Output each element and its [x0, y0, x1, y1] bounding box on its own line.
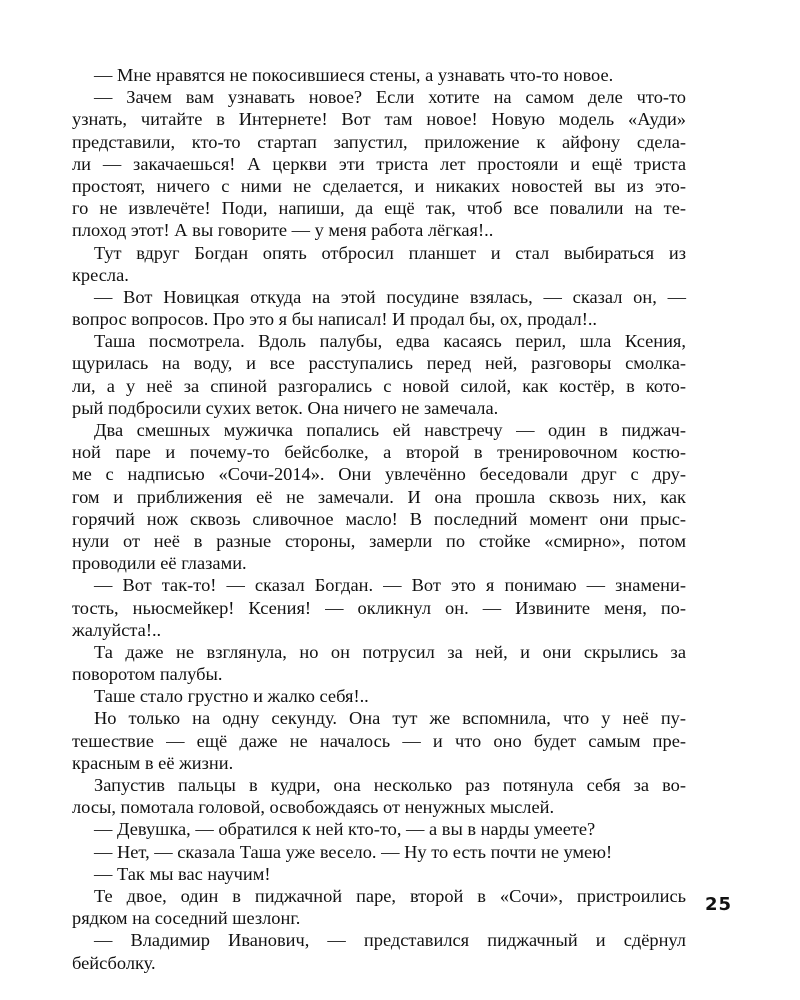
- text-line: Та даже не взглянула, но он потрусил за ней, и они скрылись за: [94, 641, 686, 662]
- text-line: нули от неё в разные стороны, замерли по стойке «смирно», потом: [72, 530, 686, 551]
- text-line: ной паре и почему-то бейсболке, а второй в тренировочном костю-: [72, 442, 686, 463]
- text-line: кресла.: [72, 264, 129, 285]
- text-line: Те двое, один в пиджачной паре, второй в «Сочи», пристроились: [94, 885, 686, 906]
- text-line: — Владимир Иванович, — представился пиджачный и сдёрнул: [94, 930, 686, 951]
- text-line: поворотом палубы.: [72, 664, 223, 685]
- text-line: узнать, читайте в Интернете! Вот там новое! Новую модель «Ауди»: [72, 109, 686, 130]
- text-line: — Нет, — сказала Таша уже весело. — Ну то есть почти не умею!: [94, 841, 613, 862]
- text-line: горячий нож сквозь сливочное масло! В последний момент они прыс-: [72, 508, 686, 529]
- text-line: жалуйста!..: [72, 619, 162, 640]
- text-line: ли, а у неё за спиной разгорались с новой силой, как костёр, в кото-: [72, 375, 686, 396]
- text-line: Тут вдруг Богдан опять отбросил планшет и стал выбираться из: [94, 242, 686, 263]
- text-line: красным в её жизни.: [72, 752, 234, 773]
- text-line: вопрос вопросов. Про это я бы написал! И продал бы, ох, продал!..: [72, 309, 598, 330]
- text-line: Запустив пальцы в кудри, она несколько раз потянула себя за во-: [94, 775, 686, 795]
- text-line: — Вот Новицкая откуда на этой посудине взялась, — сказал он, —: [94, 286, 686, 307]
- text-line: — Зачем вам узнавать новое? Если хотите на самом деле что-то: [94, 87, 686, 108]
- text-line: Таше стало грустно и жалко себя!..: [94, 686, 369, 707]
- text-line: рядком на соседний шезлонг.: [72, 908, 301, 929]
- text-line: представили, кто-то стартап запустил, приложение к айфону сдела-: [72, 131, 686, 152]
- text-line: щурилась на воду, и все расступались перед ней, разговоры смолка-: [72, 353, 686, 374]
- text-line: плоход этот! А вы говорите — у меня работа лёгкая!..: [72, 220, 494, 241]
- text-line: проводили её глазами.: [72, 553, 247, 574]
- text-line: тость, ньюсмейкер! Ксения! — окликнул он. — Извините меня, по-: [72, 597, 686, 618]
- text-line: гом и приближения её не замечали. И она прошла сквозь них, как: [72, 486, 686, 507]
- text-line: лосы, помотала головой, освобождаясь от ненужных мыслей.: [72, 797, 555, 818]
- page-number: 25: [705, 894, 733, 915]
- text-line: — Мне нравятся не покосившиеся стены, а узнавать что-то новое.: [94, 65, 614, 85]
- text-line: Но только на одну секунду. Она тут же вспомнила, что у неё пу-: [94, 708, 686, 729]
- text-line: ли — закачаешься! А церкви эти триста лет простояли и ещё триста: [72, 153, 686, 174]
- text-line: бейсболку.: [72, 952, 156, 973]
- text-line: Два смешных мужичка попались ей навстречу — один в пиджач-: [94, 420, 686, 440]
- text-line: тешествие — ещё даже не началось — и что оно будет самым пре-: [72, 730, 686, 751]
- text-line: го не извлечёте! Поди, напиши, да ещё так, чтоб все повалили на те-: [72, 198, 686, 219]
- text-line: — Так мы вас научим!: [94, 863, 271, 884]
- text-line: — Девушка, — обратился к ней кто-то, — а вы в нарды умеете?: [94, 819, 596, 840]
- body-text: [72, 64, 686, 974]
- text-line: Таша посмотрела. Вдоль палубы, едва касаясь перил, шла Ксения,: [94, 331, 686, 352]
- text-line: — Вот так-то! — сказал Богдан. — Вот это я понимаю — знамени-: [94, 575, 686, 596]
- text-line: простоят, ничего с ними не сделается, и никаких новостей вы из это-: [72, 175, 686, 196]
- text-line: рый подбросили сухих веток. Она ничего не замечала.: [72, 397, 499, 418]
- text-line: ме с надписью «Сочи-2014». Они увлечённо беседовали друг с дру-: [72, 464, 686, 485]
